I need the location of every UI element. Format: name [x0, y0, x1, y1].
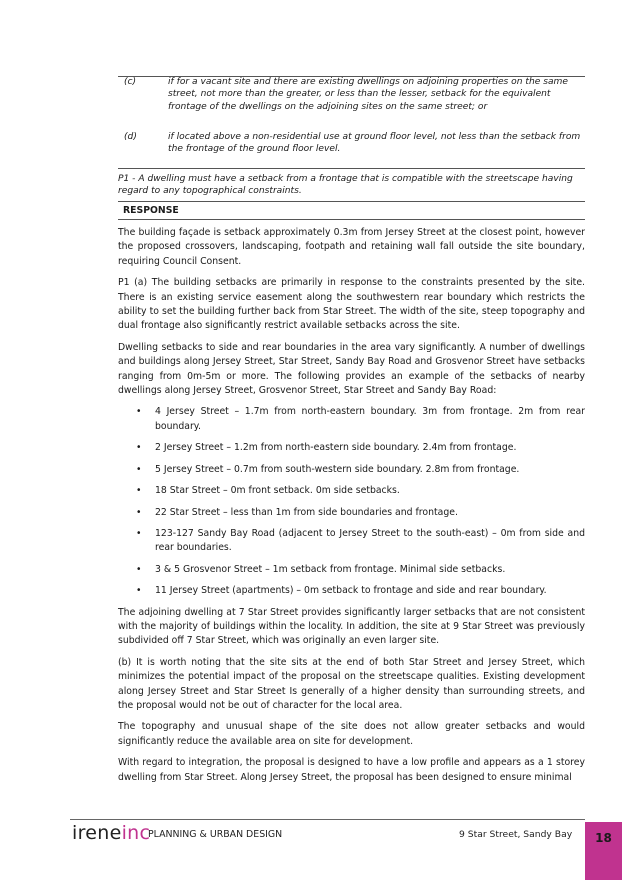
brand-logo	[72, 822, 150, 844]
paragraph: The adjoining dwelling at 7 Star Street provides significantly larger setbacks that are not consistent with the majority of buildings within the locality. In addition, the site at 9 Star Street was previously subdivided off 7 Star Street, which was originally an even larger site.	[118, 606, 585, 647]
setback-examples-list	[118, 405, 585, 598]
clause-c	[118, 76, 585, 113]
list-item: • 18 Star Street – 0m front setback. 0m side setbacks.	[155, 484, 585, 498]
list-item: • 11 Jersey Street (apartments) – 0m setback to frontage and side and rear boundary.	[155, 584, 585, 598]
clause-d	[118, 131, 585, 156]
performance-criterion-p1: P1 - A dwelling must have a setback from a frontage that is compatible with the streetscape having regard to any topographical constraints.	[118, 174, 573, 197]
brand-logo-part-b: inc	[121, 822, 151, 844]
paragraph: The topography and unusual shape of the site does not allow greater setbacks and would significantly reduce the available area on site for development.	[118, 721, 585, 747]
list-item: • 5 Jersey Street – 0.7m from south-western side boundary. 2.8m from frontage.	[155, 463, 585, 477]
table-rule	[118, 219, 585, 220]
clause-text: if located above a non-residential use at ground floor level, not less than the setback from the frontage of the ground floor level.	[168, 132, 581, 155]
footer-rule	[70, 819, 585, 820]
list-item: • 22 Star Street – less than 1m from side boundaries and frontage.	[155, 506, 585, 520]
brand-tagline: PLANNING & URBAN DESIGN	[148, 829, 283, 840]
list-item: • 2 Jersey Street – 1.2m from north-eastern side boundary. 2.4m from frontage.	[155, 441, 585, 455]
list-item: • 123-127 Sandy Bay Road (adjacent to Jersey Street to the south-east) – 0m from side and rear boundaries.	[155, 527, 585, 556]
list-item: • 4 Jersey Street – 1.7m from north-eastern boundary. 3m from frontage. 2m from rear boundary.	[155, 405, 585, 434]
paragraph: P1 (a) The building setbacks are primarily in response to the constraints presented by the site. There is an existing service easement along the southwestern rear boundary which restricts the ability to set the building further back from Star Street. The width of the site, steep topography and dual frontage also significantly restrict available setbacks across the site.	[118, 277, 585, 332]
brand-logo-part-a: irene	[72, 822, 122, 844]
table-rule	[118, 168, 585, 169]
list-item: • 3 & 5 Grosvenor Street – 1m setback from frontage. Minimal side setbacks.	[155, 563, 585, 577]
paragraph: (b) It is worth noting that the site sits at the end of both Star Street and Jersey Street, which minimizes the potential impact of the proposal on the streetscape qualities. Existing development along Jersey Street and Star Street Is generally of a higher density than surrounding streets, and the proposal would not be out of character for the local area.	[118, 656, 585, 711]
paragraph: With regard to integration, the proposal is designed to have a low profile and appears as a 1 storey dwelling from Star Street. Along Jersey Street, the proposal has been designed to ensure minimal	[118, 757, 585, 783]
response-body	[118, 226, 585, 792]
response-heading: RESPONSE	[123, 205, 179, 216]
paragraph: Dwelling setbacks to side and rear boundaries in the area vary significantly. A number of dwellings and buildings along Jersey Street, Star Street, Sandy Bay Road and Grosvenor Street have setbacks ranging from 0m-5m or more. The following provides an example of the setbacks of nearby dwellings along Jersey Street, Grosvenor Street, Star Street and Sandy Bay Road:	[118, 341, 585, 397]
clause-text: if for a vacant site and there are existing dwellings on adjoining properties on the same street, not more than the greater, or less than the lesser, setback for the equivalent frontage of the dwellings on the adjoining sites on the same street; or	[168, 77, 568, 112]
clause-label: (d)	[124, 132, 137, 142]
table-rule	[118, 201, 585, 202]
clause-label: (c)	[124, 77, 137, 87]
page-number: 18	[595, 831, 612, 845]
footer-address: 9 Star Street, Sandy Bay	[459, 829, 573, 840]
paragraph: The building façade is setback approximately 0.3m from Jersey Street at the closest point, however the proposed crossovers, landscaping, footpath and retaining wall fall outside the site boundary, requiring Council Consent.	[118, 227, 585, 267]
